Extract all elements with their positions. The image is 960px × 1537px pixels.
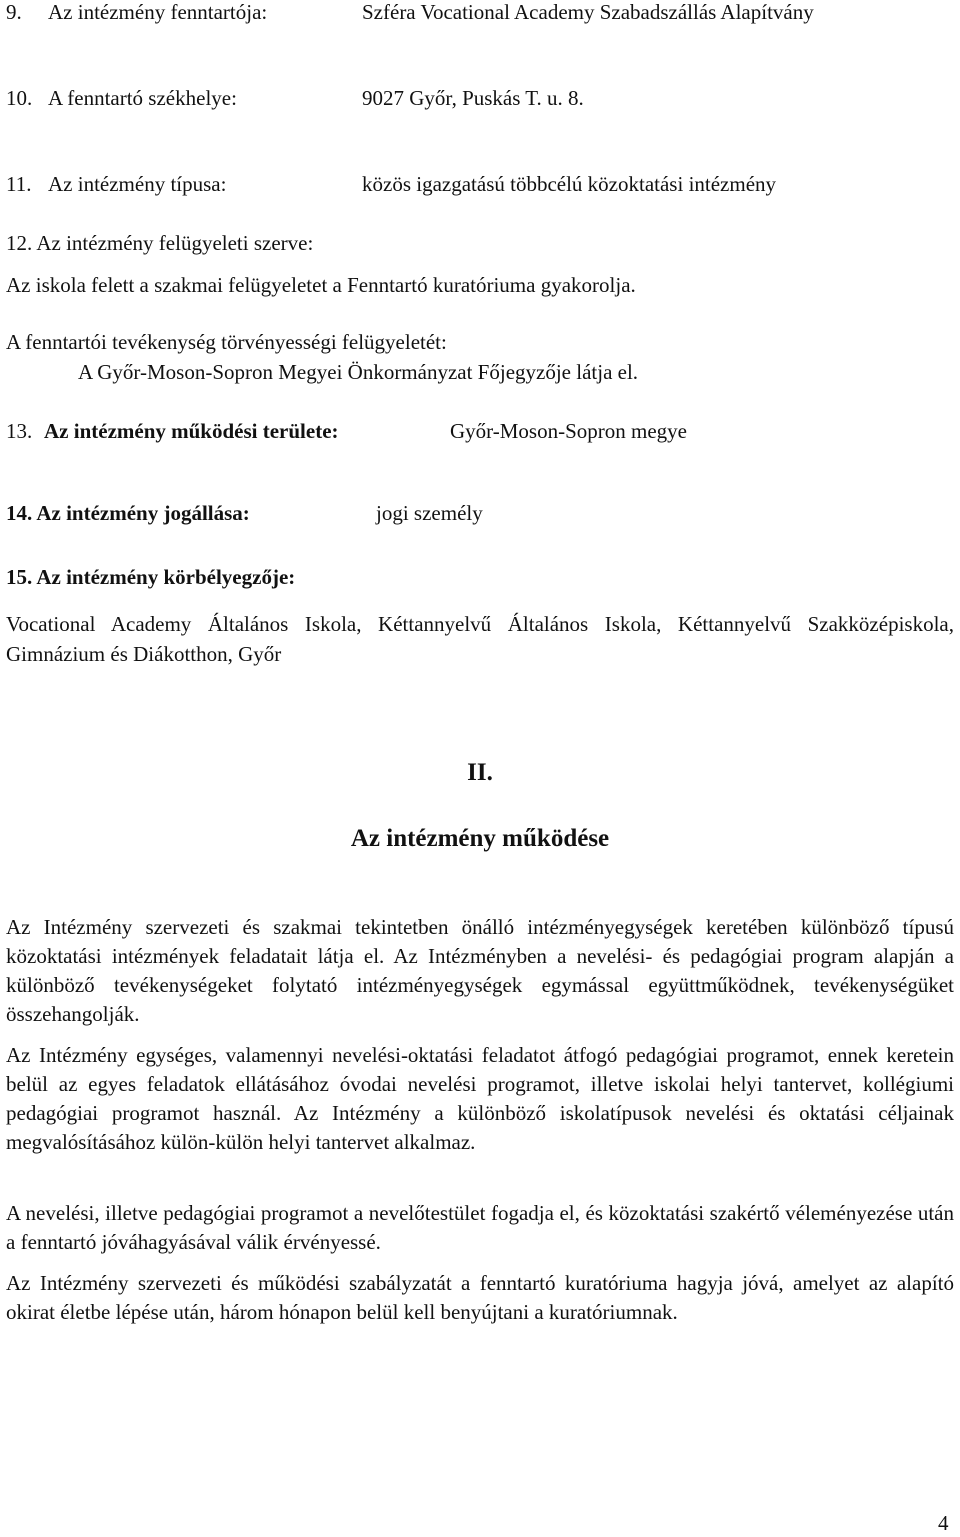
item-10-number: 10. — [6, 86, 33, 110]
item-14-label: 14. Az intézmény jogállása: — [6, 501, 250, 525]
item-12-line-1: Az iskola felett a szakmai felügyeletet a Fenntartó kuratóriuma gyakorolja. — [6, 273, 636, 297]
item-11-label: Az intézmény típusa: — [48, 172, 227, 196]
item-12-line-2: A fenntartói tevékenység törvényességi felügyeletét: — [6, 330, 447, 354]
item-13-number: 13. — [6, 419, 33, 443]
item-9-number: 9. — [6, 0, 22, 24]
paragraph-4: Az Intézmény szervezeti és működési szabályzatát a fenntartó kuratóriuma hagyja jóvá, amelyet az alapító okirat életbe lépése után, három hónapon belül kell benyújtani a kuratóriumnak. — [6, 1271, 954, 1324]
item-15-label: 15. Az intézmény körbélyegzője: — [6, 565, 296, 589]
item-13-value: Győr-Moson-Sopron megye — [450, 419, 687, 443]
page-number: 4 — [938, 1511, 949, 1535]
item-10-value: 9027 Győr, Puskás T. u. 8. — [362, 86, 584, 110]
paragraph-1: Az Intézmény szervezeti és szakmai tekintetben önálló intézményegységek keretében különböző típusú közoktatási intézmények feladatait látja el. Az Intézményben a nevelési- és pedagógiai program alapján a különböző tevékenységeket folytató intézményegységek egymással együttműködnek, tevékenységüket összehangolják. — [6, 915, 954, 1026]
section-number: II. — [467, 759, 493, 786]
item-9-label: Az intézmény fenntartója: — [48, 0, 268, 24]
section-title: Az intézmény működése — [350, 825, 610, 852]
item-15-text: Vocational Academy Általános Iskola, Kéttannyelvű Általános Iskola, Kéttannyelvű Szakközépiskola, Gimnázium és Diákotthon, Győr — [6, 612, 954, 666]
item-14-value: jogi személy — [376, 501, 483, 525]
item-11-number: 11. — [6, 172, 32, 196]
item-9-value: Szféra Vocational Academy Szabadszállás Alapítvány — [362, 0, 814, 24]
item-12-heading: 12. Az intézmény felügyeleti szerve: — [6, 231, 314, 255]
item-11-value: közös igazgatású többcélú közoktatási intézmény — [362, 172, 777, 196]
item-12-line-3: A Győr-Moson-Sopron Megyei Önkormányzat Főjegyzője látja el. — [78, 360, 639, 384]
item-10-label: A fenntartó székhelye: — [48, 86, 237, 110]
paragraph-2: Az Intézmény egységes, valamennyi nevelési-oktatási feladatot átfogó pedagógiai programot, ennek keretein belül az egyes feladatok ellátásához óvodai nevelési programot, illetve iskolai helyi tantervet, kollégiumi pedagógiai programot használ. Az Intézmény a különböző iskolatípusok nevelési és oktatási céljainak megvalósításához külön-külön helyi tantervet alkalmaz. — [6, 1043, 954, 1154]
paragraph-3: A nevelési, illetve pedagógiai programot a nevelőtestület fogadja el, és közoktatási szakértő véleményezése után a fenntartó jóváhagyásával válik érvényessé. — [6, 1201, 954, 1254]
item-13-label: Az intézmény működési területe: — [44, 419, 339, 443]
